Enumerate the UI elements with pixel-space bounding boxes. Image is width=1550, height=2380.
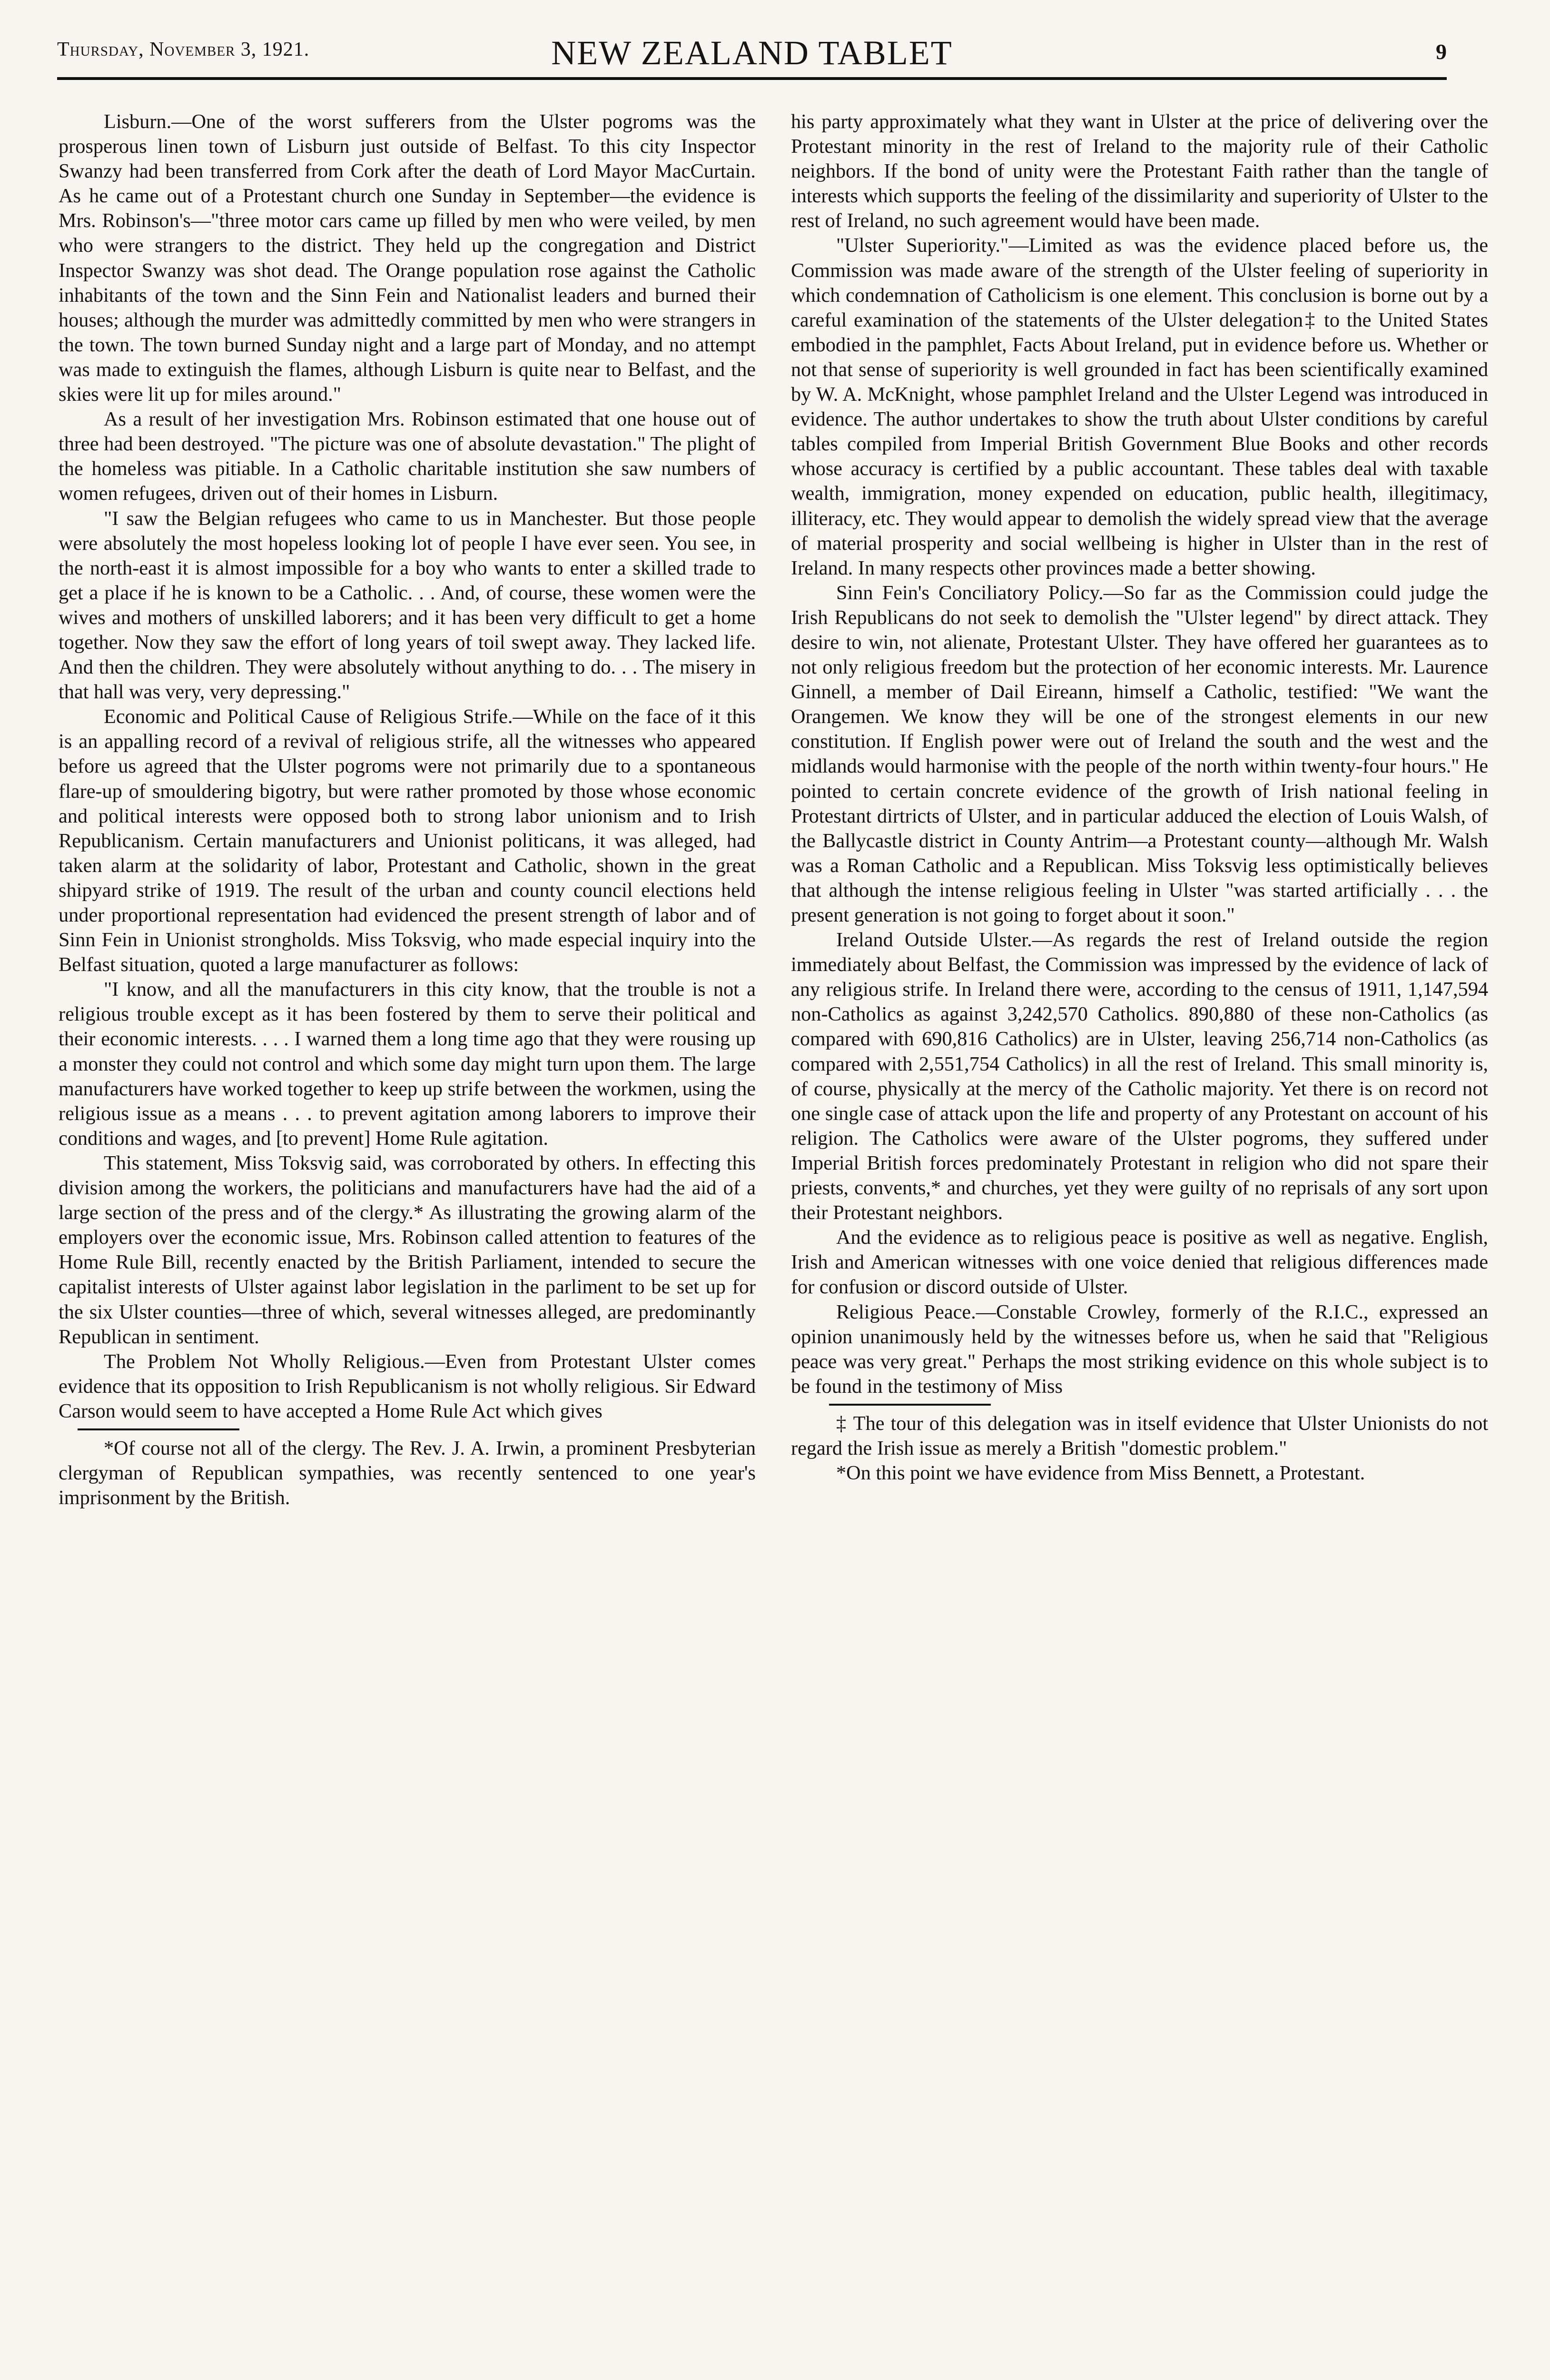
page-number: 9	[1436, 40, 1447, 64]
paragraph-carson-continued: his party approximately what they want in Ulster at the price of delivering over the Protestant minority in the rest of Ireland to the majority rule of their Catholic neighbors. If the bond of unity were the Protestant Faith rather than the tangle of interests which supports the feeling of the dissimilarity and superiority of Ulster to the rest of Ireland, no such agreement would have been made.	[791, 110, 1488, 232]
footnote-delegation-tour: ‡ The tour of this delegation was in itself evidence that Ulster Unionists do not regard the Irish issue as merely a British "domestic problem."	[791, 1412, 1488, 1459]
paragraph-manufacturer-quote: "I know, and all the manufacturers in this city know, that the trouble is not a religious trouble except as it has been fostered by them to serve their political and their economic interests. . . . I warned them a long time ago that they were rousing up a monster they could not control and which some day might turn upon them. The large manufacturers have worked together to keep up strife between the workmen, using the religious issue as a means . . . to prevent agitation among laborers to improve their conditions and wages, and [to prevent] Home Rule agitation.	[59, 978, 756, 1150]
footnote-clergy: *Of course not all of the clergy. The Rev. J. A. Irwin, a prominent Presbyterian clergyman of Republican sympathies, was recently sentenced to one year's imprisonment by the British.	[59, 1437, 756, 1509]
header-rule	[57, 77, 1447, 80]
paragraph-problem-not-wholly-religious: The Problem Not Wholly Religious.—Even from Protestant Ulster comes evidence that its opposition to Irish Republicanism is not wholly religious. Sir Edward Carson would seem to have accepted a Home Rule Act which gives	[59, 1350, 756, 1422]
paragraph-ulster-superiority: "Ulster Superiority."—Limited as was the evidence placed before us, the Commission was made aware of the strength of the Ulster feeling of superiority in which condemnation of Catholicism is one element. This conclusion is borne out by a careful examination of the statements of the Ulster delegation‡ to the United States embodied in the pamphlet, Facts About Ireland, put in evidence before us. Whether or not that sense of superiority is well grounded in fact has been scientifically examined by W. A. McKnight, whose pamphlet Ireland and the Ulster Legend was introduced in evidence. The author undertakes to show the truth about Ulster conditions by careful tables compiled from Imperial British Government Blue Books and other records whose accuracy is certified by a public accountant. These tables deal with taxable wealth, immigration, money expended on education, public health, illegitimacy, illiteracy, etc. They would appear to demolish the widely spread view that the average of material prosperity and social wellbeing is higher in Ulster than in the rest of Ireland. In many respects other provinces made a better showing.	[791, 234, 1488, 579]
paragraph-lisburn: Lisburn.—One of the worst sufferers from the Ulster pogroms was the prosperous linen town of Lisburn just outside of Belfast. To this city Inspector Swanzy had been transferred from Cork after the death of Lord Mayor MacCurtain. As he came out of a Protestant church one Sunday in September—the evidence is Mrs. Robinson's—"three motor cars came up filled by men who were veiled, by men who were strangers to the district. They held up the congregation and District Inspector Swanzy was shot dead. The Orange population rose against the Catholic inhabitants of the town and the Sinn Fein and Nationalist leaders and burned their houses; although the murder was admittedly committed by men who were strangers in the town. The town burned Sunday night and a large part of Monday, and no attempt was made to extinguish the flames, although Lisburn is quite near to Belfast, and the skies were lit up for miles around."	[59, 110, 756, 406]
paragraph-sinn-fein-conciliatory-policy: Sinn Fein's Conciliatory Policy.—So far as the Commission could judge the Irish Republicans do not seek to demolish the "Ulster legend" by direct attack. They desire to win, not alienate, Protestant Ulster. They have offered her guarantees as to not only religious freedom but the protection of her economic interests. Mr. Laurence Ginnell, a member of Dail Eireann, himself a Catholic, testified: "We want the Orangemen. We know they will be one of the strongest elements in our new constitution. If English power were out of Ireland the south and the west and the midlands would harmonise with the people of the north within twenty-four hours." He pointed to certain concrete evidence of the growth of Irish national feeling in Protestant dirtricts of Ulster, and in particular adduced the election of Louis Walsh, of the Ballycastle district in County Antrim—a Protestant county—although Mr. Walsh was a Roman Catholic and a Republican. Miss Toksvig less optimistically believes that although the intense religious feeling in Ulster "was started artificially . . . the present generation is not going to forget about it soon."	[791, 581, 1488, 926]
masthead-title: NEW ZEALAND TABLET	[551, 34, 953, 72]
paragraph-robinson-estimate: As a result of her investigation Mrs. Robinson estimated that one house out of three had been destroyed. "The picture was one of absolute devastation." The plight of the homeless was pitiable. In a Catholic charitable institution she saw numbers of women refugees, driven out of their homes in Lisburn.	[59, 408, 756, 505]
footnote-miss-bennett: *On this point we have evidence from Miss Bennett, a Protestant.	[836, 1461, 1365, 1484]
right-column	[791, 109, 1488, 1486]
left-column	[59, 109, 756, 1510]
paragraph-economic-political-cause: Economic and Political Cause of Religious Strife.—While on the face of it this is an appalling record of a revival of religious strife, all the witnesses who appeared before us agreed that the Ulster pogroms were not primarily due to a spontaneous flare-up of smouldering bigotry, but were rather promoted by those whose economic and political interests were opposed both to strong labor unionism and to Irish Republicanism. Certain manufacturers and Unionist politicans, it was alleged, had taken alarm at the solidarity of labor, Protestant and Catholic, shown in the great shipyard strike of 1919. The result of the urban and county council elections held under proportional representation had evidenced the present strength of labor and of Sinn Fein in Unionist strongholds. Miss Toksvig, who made especial inquiry into the Belfast situation, quoted a large manufacturer as follows:	[59, 705, 756, 976]
left-footnotes	[59, 1436, 756, 1510]
right-footnotes	[791, 1411, 1488, 1486]
page-header	[57, 33, 1447, 76]
paragraph-religious-peace: Religious Peace.—Constable Crowley, formerly of the R.I.C., expressed an opinion unanimously held by the witnesses before us, when he said that "Religious peace was very great." Perhaps the most striking evidence on this whole subject is to be found in the testimony of Miss	[791, 1300, 1488, 1398]
footnote-divider	[829, 1404, 991, 1406]
paragraph-ireland-outside-ulster: Ireland Outside Ulster.—As regards the rest of Ireland outside the region immediately about Belfast, the Commission was impressed by the evidence of lack of any religious strife. In Ireland there were, according to the census of 1911, 1,147,594 non-Catholics as against 3,242,570 Catholics. 890,880 of these non-Catholics (as compared with 690,816 Catholics) are in Ulster, leaving 256,714 non-Catholics (as compared with 2,551,754 Catholics) in all the rest of Ireland. This small minority is, of course, physically at the mercy of the Catholic majority. Yet there is on record not one single case of attack upon the life and property of any Protestant on account of his religion. The Catholics were aware of the Ulster pogroms, they suffered under Imperial British forces predominately Protestant in religion who did not spare their priests, convents,* and churches, yet they were guilty of no reprisals of any sort upon their Protestant neighbors.	[791, 929, 1488, 1224]
footnote-divider	[78, 1428, 239, 1430]
paragraph-evidence-religious-peace: And the evidence as to religious peace is positive as well as negative. English, Irish and American witnesses with one voice denied that religious differences made for confusion or discord outside of Ulster.	[791, 1226, 1488, 1299]
paragraph-belgian-refugees-quote: "I saw the Belgian refugees who came to us in Manchester. But those people were absolutely the most hopeless looking lot of people I have ever seen. You see, in the north-east it is almost impossible for a boy who wants to enter a skilled trade to get a place if he is known to be a Catholic. . . And, of course, these women were the wives and mothers of unskilled laborers; and it has been very difficult to get a home together. Now they saw the effort of long years of toil swept away. They lacked life. And then the children. They were absolutely without anything to do. . . The misery in that hall was very, very depressing."	[59, 507, 756, 704]
issue-date: Thursday, November 3, 1921.	[57, 39, 310, 60]
paragraph-toksvig-corroboration: This statement, Miss Toksvig said, was corroborated by others. In effecting this division among the workers, the politicians and manufacturers have had the aid of a large section of the press and of the clergy.* As illustrating the growing alarm of the employers over the economic issue, Mrs. Robinson called attention to features of the Home Rule Bill, recently enacted by the British Parliament, intended to secure the capitalist interests of Ulster against labor legislation in the parliment to be set up for the six Ulster counties—three of which, several witnesses alleged, are predominantly Republican in sentiment.	[59, 1151, 756, 1348]
